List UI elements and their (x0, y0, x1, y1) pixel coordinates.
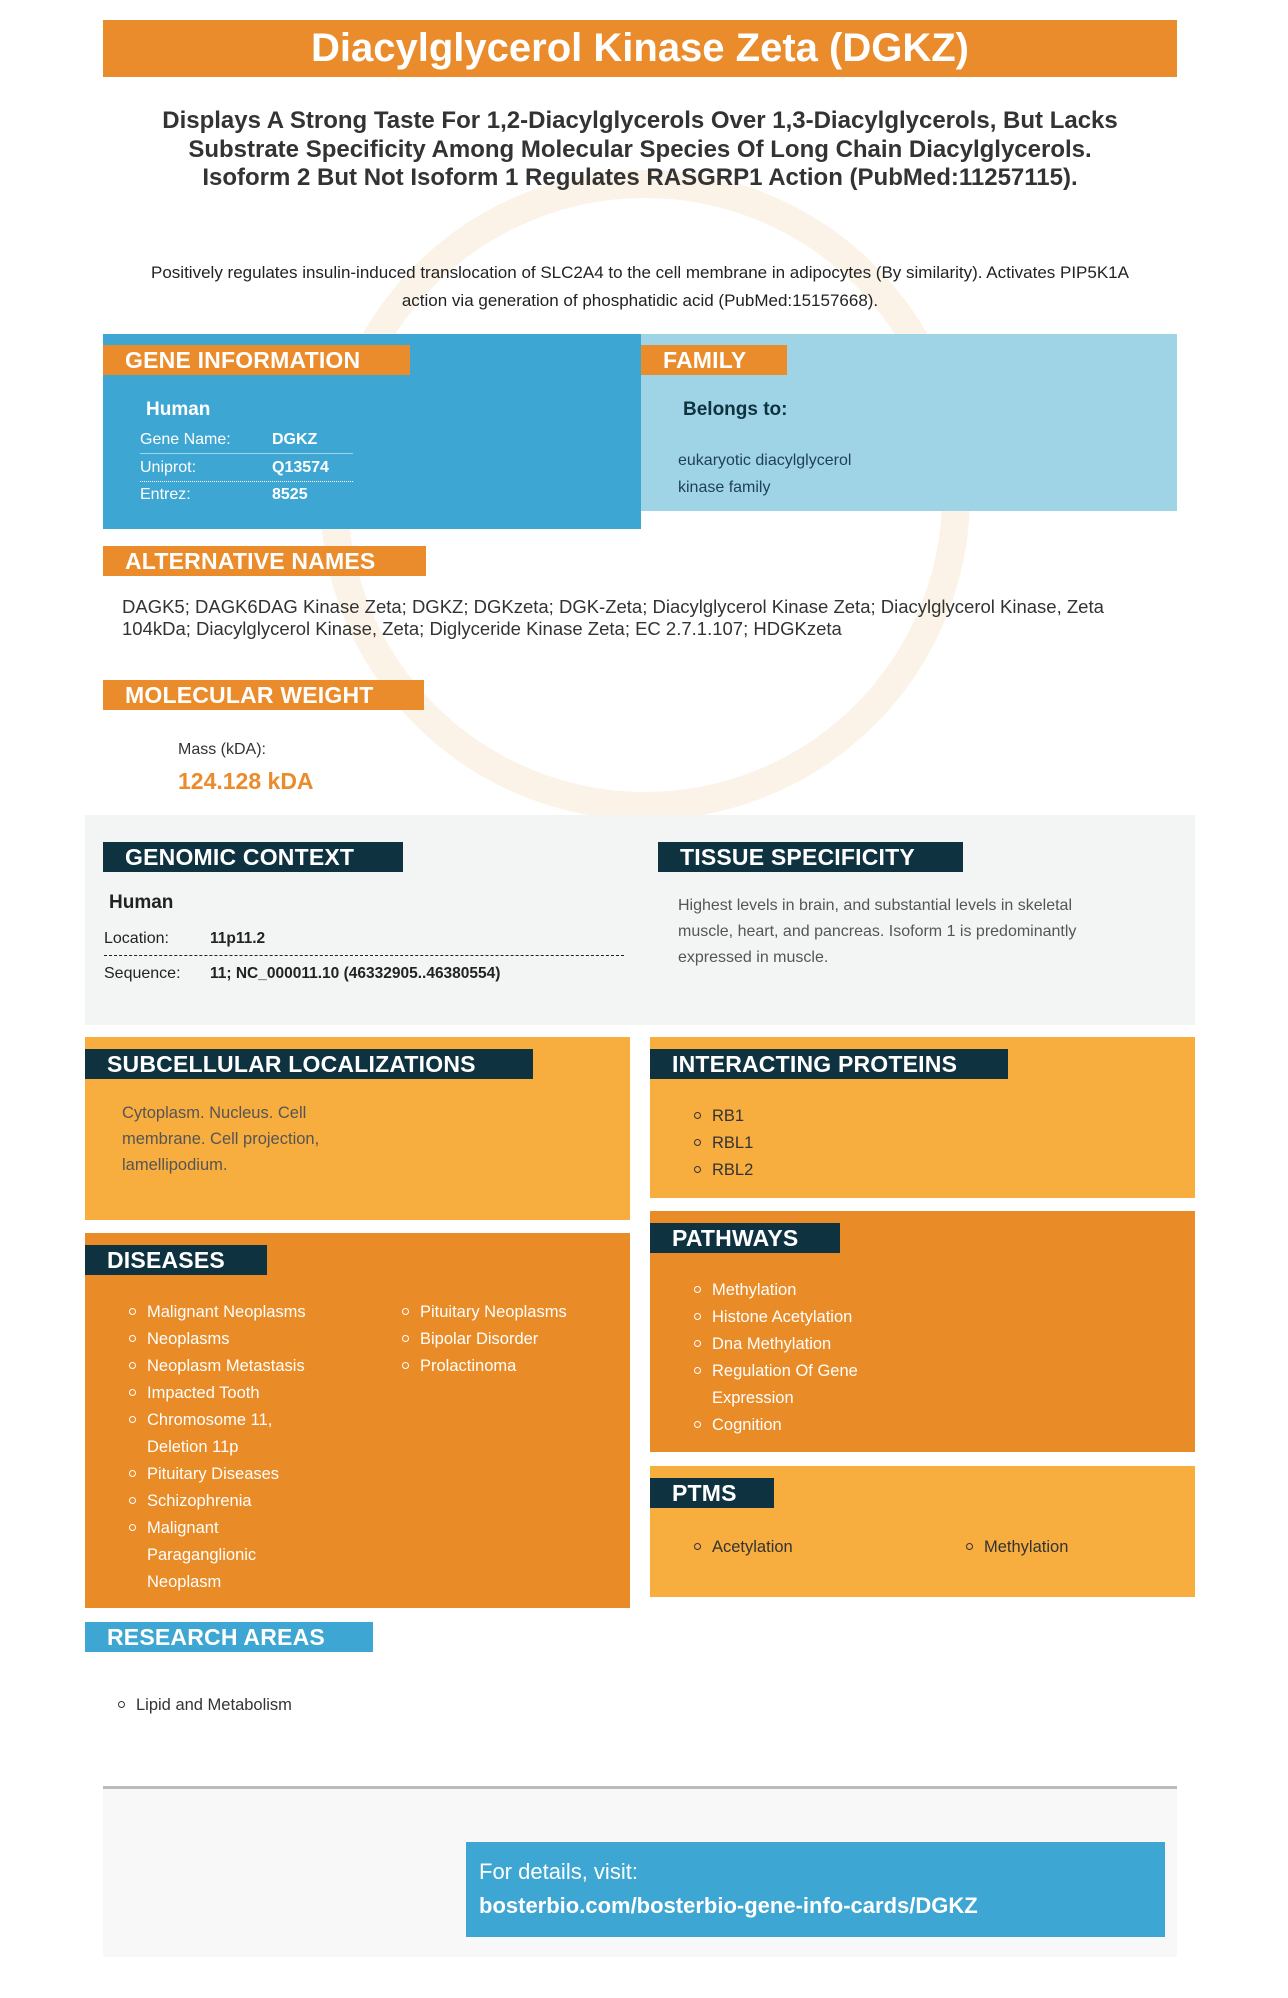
pathways-heading: PATHWAYS (650, 1223, 840, 1253)
subcellular-heading: SUBCELLULAR LOCALIZATIONS (85, 1049, 533, 1079)
gene-name-value: DGKZ (272, 431, 318, 448)
gene-species: Human (146, 399, 211, 420)
list-item: Impacted Tooth (129, 1380, 309, 1407)
genomic-context-heading: GENOMIC CONTEXT (103, 842, 403, 872)
research-areas-list (118, 1692, 292, 1718)
list-item: RB1 (694, 1103, 753, 1130)
diseases-list-col2 (402, 1299, 602, 1380)
list-item: Malignant Paraganglionic Neoplasm (129, 1515, 309, 1596)
list-item: RBL1 (694, 1130, 753, 1157)
tissue-specificity-heading: TISSUE SPECIFICITY (658, 842, 963, 872)
gene-function-summary: Displays A Strong Taste For 1,2-Diacylglycerols Over 1,3-Diacylglycerols, But Lacks Substrate Specificity Among Molecular Species Of Long Chain Diacylglycerols. Isoform 2 But Not Isoform 1 Regulates RASGRP1 Action (PubMed:11257115). (162, 107, 1118, 191)
alternative-names-heading: ALTERNATIVE NAMES (103, 546, 426, 576)
list-item: Prolactinoma (402, 1353, 602, 1380)
list-item: RBL2 (694, 1157, 753, 1184)
interacting-proteins-heading: INTERACTING PROTEINS (650, 1049, 1008, 1079)
list-item: Lipid and Metabolism (118, 1692, 292, 1718)
gene-name-row (140, 427, 353, 454)
entrez-row (140, 482, 353, 509)
family-text: eukaryotic diacylglycerol kinase family (678, 452, 852, 496)
sequence-value: 11; NC_000011.10 (46332905..46380554) (210, 965, 501, 982)
research-areas-heading: RESEARCH AREAS (85, 1622, 373, 1652)
sequence-label: Sequence: (104, 965, 181, 982)
list-item: Pituitary Neoplasms (402, 1299, 602, 1326)
details-link-box[interactable] (466, 1842, 1165, 1937)
list-item: Regulation Of Gene Expression (694, 1358, 894, 1412)
ptms-heading: PTMS (650, 1478, 774, 1508)
list-item: Neoplasm Metastasis (129, 1353, 309, 1380)
details-url-link[interactable]: bosterbio.com/bosterbio-gene-info-cards/DGKZ (479, 1893, 978, 1918)
ptms-list-col2 (966, 1534, 1068, 1561)
location-value: 11p11.2 (210, 930, 266, 947)
entrez-label: Entrez: (140, 486, 191, 503)
details-prompt: For details, visit: (479, 1859, 638, 1884)
subcellular-text: Cytoplasm. Nucleus. Cell membrane. Cell projection, lamellipodium. (122, 1104, 320, 1174)
gene-function-detail: Positively regulates insulin-induced translocation of SLC2A4 to the cell membrane in adipocytes (By similarity). Activates PIP5K1A action via generation of phosphatidic acid (PubMed:15157668). (151, 263, 1129, 310)
sequence-row (104, 957, 624, 991)
gene-information-heading: GENE INFORMATION (103, 345, 410, 375)
list-item: Cognition (694, 1412, 894, 1439)
entrez-value: 8525 (272, 486, 308, 503)
list-item: Methylation (966, 1534, 1068, 1561)
family-heading: FAMILY (641, 345, 787, 375)
location-row (104, 922, 624, 956)
list-item: Bipolar Disorder (402, 1326, 602, 1353)
family-belongs-to: Belongs to: (683, 399, 788, 420)
alternative-names-text: DAGK5; DAGK6DAG Kinase Zeta; DGKZ; DGKzeta; DGK-Zeta; Diacylglycerol Kinase Zeta; Diacylglycerol Kinase, Zeta 104kDa; Diacylglycerol Kinase, Zeta; Diglyceride Kinase Zeta; EC 2.7.1.107; HDGKzeta (122, 596, 1104, 639)
uniprot-label: Uniprot: (140, 459, 197, 476)
pathways-list (694, 1277, 894, 1439)
list-item: Malignant Neoplasms (129, 1299, 309, 1326)
molecular-weight-heading: MOLECULAR WEIGHT (103, 680, 424, 710)
genomic-species: Human (109, 892, 174, 913)
gene-name-label: Gene Name: (140, 431, 231, 448)
diseases-heading: DISEASES (85, 1245, 267, 1275)
list-item: Schizophrenia (129, 1488, 309, 1515)
list-item: Neoplasms (129, 1326, 309, 1353)
list-item: Chromosome 11, Deletion 11p (129, 1407, 309, 1461)
mass-label: Mass (kDA): (178, 741, 266, 758)
interacting-proteins-list (694, 1103, 753, 1184)
uniprot-row (140, 455, 353, 482)
list-item: Dna Methylation (694, 1331, 894, 1358)
list-item: Methylation (694, 1277, 894, 1304)
uniprot-value: Q13574 (272, 459, 329, 476)
location-label: Location: (104, 930, 169, 947)
page-title: Diacylglycerol Kinase Zeta (DGKZ) (103, 20, 1177, 77)
tissue-specificity-text: Highest levels in brain, and substantial levels in skeletal muscle, heart, and pancreas. Isoform 1 is predominantly expressed in muscle. (678, 897, 1077, 966)
mass-value: 124.128 kDA (178, 768, 314, 794)
list-item: Pituitary Diseases (129, 1461, 309, 1488)
list-item: Acetylation (694, 1534, 793, 1561)
diseases-list-col1 (129, 1299, 309, 1596)
list-item: Histone Acetylation (694, 1304, 894, 1331)
ptms-list-col1 (694, 1534, 793, 1561)
